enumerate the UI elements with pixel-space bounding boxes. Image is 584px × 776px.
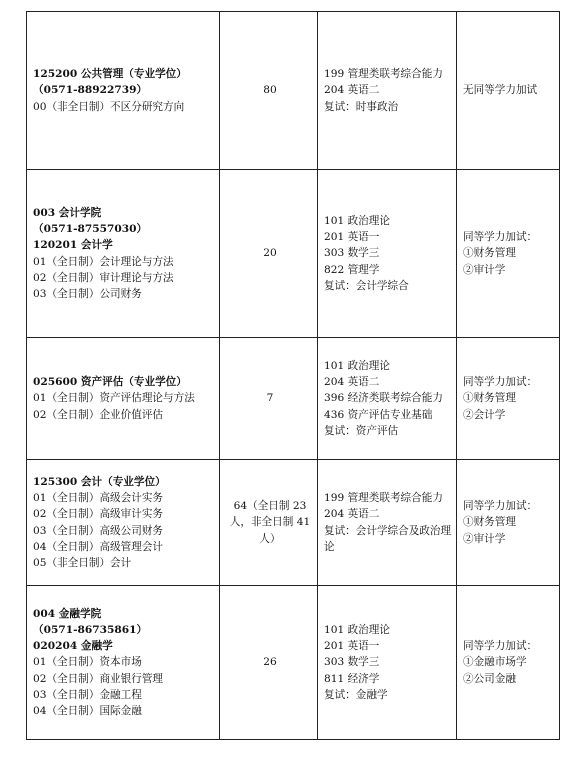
table-row	[27, 338, 560, 460]
exam-subjects-cell	[318, 170, 457, 338]
research-direction: 00（非全日制）不区分研究方向	[33, 100, 185, 113]
program-heading: 025600 资产评估（专业学位）	[33, 376, 187, 389]
notes-cell	[457, 170, 560, 338]
quota-cell	[220, 12, 318, 170]
exam-subject: 204 英语二	[324, 376, 380, 389]
research-direction: 05（非全日制）会计	[33, 556, 132, 569]
research-direction: 01（全日制）资产评估理论与方法	[33, 392, 195, 405]
exam-subject: 101 政治理论	[324, 623, 390, 636]
exam-subject: 303 数学三	[324, 656, 380, 669]
program-cell	[27, 338, 220, 460]
program-cell	[27, 170, 220, 338]
exam-subject: 303 数学三	[324, 247, 380, 260]
quota-cell	[220, 460, 318, 586]
enrollment-quota: 64（全日制 23 人，非全日制 41 人）	[229, 500, 311, 545]
enrollment-quota: 80	[263, 84, 277, 97]
exam-subjects-cell	[318, 338, 457, 460]
research-direction: 02（全日制）审计理论与方法	[33, 271, 174, 284]
note-line: ②审计学	[463, 532, 506, 545]
quota-cell	[220, 338, 318, 460]
note-line: 无同等学力加试	[463, 84, 538, 97]
note-line: ②公司金融	[463, 672, 516, 685]
exam-subject: 复试：会计学综合及政治理论	[324, 524, 452, 553]
notes-cell	[457, 586, 560, 740]
program-heading: 120201 会计学	[33, 239, 113, 252]
exam-subject: 204 英语二	[324, 84, 380, 97]
program-heading: （0571-86735861）	[33, 623, 148, 636]
note-line: 同等学力加试：	[463, 640, 538, 653]
exam-subject: 201 英语一	[324, 640, 380, 653]
research-direction: 03（全日制）高级公司财务	[33, 524, 164, 537]
exam-subjects-cell	[318, 12, 457, 170]
research-direction: 01（全日制）高级会计实务	[33, 492, 164, 505]
admissions-table	[26, 11, 560, 740]
notes-cell	[457, 338, 560, 460]
exam-subject: 811 经济学	[324, 672, 380, 685]
note-line: ①财务管理	[463, 247, 516, 260]
exam-subject: 199 管理类联考综合能力	[324, 68, 443, 81]
program-heading: 125300 会计（专业学位）	[33, 475, 166, 488]
notes-cell	[457, 460, 560, 586]
research-direction: 02（全日制）商业银行管理	[33, 672, 164, 685]
program-heading: （0571-87557030）	[33, 223, 148, 236]
note-line: 同等学力加试：	[463, 231, 538, 244]
exam-subject: 复试：会计学综合	[324, 279, 409, 292]
research-direction: 04（全日制）高级管理会计	[33, 540, 164, 553]
research-direction: 02（全日制）企业价值评估	[33, 408, 164, 421]
program-heading: 020204 金融学	[33, 640, 113, 653]
exam-subject: 复试：资产评估	[324, 424, 399, 437]
exam-subject: 复试：金融学	[324, 688, 388, 701]
research-direction: 04（全日制）国际金融	[33, 705, 142, 717]
program-heading: 125200 公共管理（专业学位）	[33, 68, 187, 81]
table-row	[27, 460, 560, 586]
program-heading: （0571-88922739）	[33, 84, 148, 97]
program-cell	[27, 586, 220, 740]
exam-subject: 204 英语二	[324, 508, 380, 521]
research-direction: 03（全日制）金融工程	[33, 688, 142, 701]
exam-subject: 199 管理类联考综合能力	[324, 492, 443, 505]
notes-cell	[457, 12, 560, 170]
note-line: ①财务管理	[463, 392, 516, 405]
table-row	[27, 12, 560, 170]
research-direction: 02（全日制）高级审计实务	[33, 508, 164, 521]
admissions-table-body	[27, 12, 560, 740]
program-heading: 004 金融学院	[33, 607, 102, 620]
note-line: ①财务管理	[463, 516, 516, 529]
exam-subjects-cell	[318, 586, 457, 740]
exam-subject: 396 经济类联考综合能力	[324, 392, 443, 405]
table-row	[27, 170, 560, 338]
exam-subject: 201 英语一	[324, 231, 380, 244]
note-line: ②会计学	[463, 408, 506, 421]
exam-subjects-cell	[318, 460, 457, 586]
program-heading: 003 会计学院	[33, 206, 102, 219]
program-cell	[27, 12, 220, 170]
research-direction: 03（全日制）公司财务	[33, 287, 142, 300]
table-row	[27, 586, 560, 740]
research-direction: 01（全日制）会计理论与方法	[33, 255, 174, 268]
note-line: 同等学力加试：	[463, 500, 538, 513]
exam-subject: 101 政治理论	[324, 359, 390, 372]
enrollment-quota: 20	[263, 247, 277, 260]
enrollment-quota: 7	[266, 392, 274, 405]
note-line: ①金融市场学	[463, 656, 527, 669]
exam-subject: 复试：时事政治	[324, 100, 399, 113]
enrollment-quota: 26	[263, 656, 277, 669]
note-line: 同等学力加试：	[463, 376, 538, 389]
quota-cell	[220, 586, 318, 740]
exam-subject: 101 政治理论	[324, 214, 390, 227]
note-line: ②审计学	[463, 263, 506, 276]
exam-subject: 822 管理学	[324, 263, 380, 276]
research-direction: 01（全日制）资本市场	[33, 656, 142, 669]
program-cell	[27, 460, 220, 586]
quota-cell	[220, 170, 318, 338]
exam-subject: 436 资产评估专业基础	[324, 408, 433, 421]
